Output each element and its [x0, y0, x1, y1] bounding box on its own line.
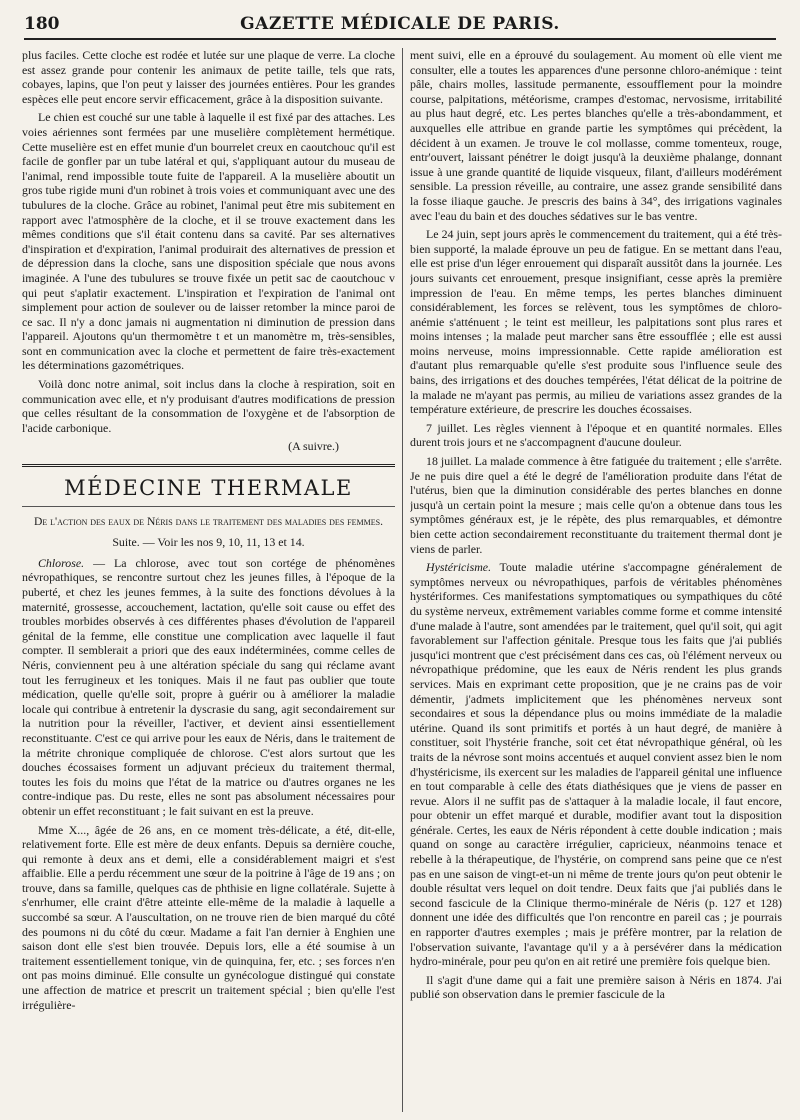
paragraph: Mme X..., âgée de 26 ans, en ce moment très-délicate, a été, dit-elle, relativement forte. Elle est mère de deux enfants. Depuis sa dernière couche, qui remonte à deux ans et demi, elle a considérablement maigri et s'est affaiblie. Elle a perdu récemment une sœur de la poitrine à l'âge de 19 ans ; on trouve, dans sa famille, quelques cas de phthisie en ligne collatérale. Sujette à s'enrhumer, elle craint d'être atteinte elle-même de la maladie à laquelle a succombé sa sœur. A l'auscultation, on ne trouve rien de bien marqué du côté des poumons ni du côté du cœur. Madame a fait l'an dernier à Enghien une saison dont elle s'est bien trouvée. Depuis lors, elle a été soumise à un traitement essentiellement tonique, vin de quinquina, fer, etc. ; ses forces n'en ont pas moins diminué. Elle consulte un gynécologue distingué qui constate une affection de matrice et prescrit un traitement spécial ; bien qu'elle l'est irrégulière-: [22, 822, 395, 1012]
paragraph: [22, 556, 395, 819]
paragraph: 7 juillet. Les règles viennent à l'époque et en quantité normales. Elles durent trois jours et ne s'accompagnent d'aucune douleur.: [410, 420, 782, 450]
page-header: [24, 8, 776, 40]
paragraph: Voilà donc notre animal, soit inclus dans la cloche à respiration, soit en communication avec elle, et n'y produisant d'autres modifications de pression que celles résultant de la consommation de l'oxygène et de l'absorption de l'acide carbonique.: [22, 377, 395, 435]
paragraph: Le 24 juin, sept jours après le commencement du traitement, qui a été très-bien supporté, la malade éprouve un peu de fatigue. En se mettant dans l'eau, elle est prise d'un léger enrouement qui disparaît aussitôt dans la journée. Les jours suivants cet enrouement, presque insignifiant, cesse après la première impression de l'eau. En même temps, les pertes blanches diminuent considérablement, les forces se relèvent, tous les symptômes de chloro-anémie s'atténuent ; le teint est meilleur, les palpitations sont plus rares et moins intenses ; la malade peut marcher sans être essoufflée ; elle est aussi moins nerveuse, moins impressionnable. Cette rapide amélioration est d'autant plus remarquable qu'elle s'est produite sous l'influence seule des bains, des irrigations et des douches tempérées, l'état délicat de la poitrine de la malade ne m'ayant pas permis, au milieu de variations assez grandes de la température extérieure, de prescrire les douches écossaises.: [410, 227, 782, 417]
paragraph: 18 juillet. La malade commence à être fatiguée du traitement ; elle s'arrête. Je ne puis dire quel a été le degré de l'amélioration produite dans l'état de l'utérus, bien que la diminution considérable des pertes blanches en donne jusqu'à un certain point la mesure ; mais celle qu'on a obtenue dans tous les symptômes généraux est, je le répète, des plus remarquables, et démontre bien cette action secondairement reconstituante du traitement thermal dont je viens de parler.: [410, 454, 782, 556]
paragraph-lead: Hystéricisme.: [426, 560, 492, 575]
paragraph-text: — La chlorose, avec tout son cortége de phénomènes névropathiques, se rencontre surtout chez les jeunes filles, à l'époque de la puberté, et chez les jeunes femmes, à la suite des fonctions dévolues à la maternité, grossesse, accouchement, lactation, qu'elle soit cause ou effet des troubles morbides observés à ces différentes phases d'évolution de l'appareil génital de la femme, elle constitue une complication avec laquelle il faut compter. Il semblerait a priori que des eaux indéterminées, comme celles de Néris, conviennent peu à une altération spéciale du sang qui réclame avant tout les ferrugineux et les toniques. Mais il ne faut pas oublier que toute médication, quelle qu'elle soit, propre à guérir ou à améliorer la maladie locale qui contribue à entretenir la dyscrasie du sang, agit secondairement sur la nutrition pour la réveiller, l'activer, et devient ainsi essentiellement reconstituante. C'est ce qui arrive pour les eaux de Néris, dans le traitement de la métrite chronique compliquée de chlorose. C'est alors surtout que les douches écossaises forment un adjuvant précieux du traitement thermal, toutes les fois du moins que l'état de la matrice ou d'autres organes ne les contre-indique pas. Du reste, elles ne sont pas absolument nécessaires pour obtenir un effet reconstituant ; le fait suivant en est la preuve.: [22, 555, 395, 818]
continuation-note: Suite. — Voir les nos 9, 10, 11, 13 et 14.: [112, 535, 305, 550]
to-be-continued-note: (A suivre.): [288, 439, 339, 454]
paragraph: [410, 560, 782, 969]
page-number: 180: [24, 14, 60, 34]
paragraph: Il s'agit d'une dame qui a fait une première saison à Néris en 1874. J'ai publié son observation dans le premier fascicule de la: [410, 972, 782, 1002]
journal-title: GAZETTE MÉDICALE DE PARIS.: [240, 14, 560, 34]
paragraph-text: Toute maladie utérine s'accompagne généralement de symptômes nerveux ou névropathiques, parfois de véritables phénomènes hystériformes. Ces manifestations symptomatiques ou sympathiques du côté du système nerveux, extrêmement variables comme forme et comme intensité d'une malade à l'autre, sont amendées par le traitement, quel qu'il soit, qui agit favorablement sur l'affection génitale. Presque tous les faits que j'ai publiés jusqu'ici montrent que c'est précisément dans ces cas, où l'élément nerveux ou névropathique prédomine, que les eaux de Néris rendent les plus grands services. Mais en exprimant cette proposition, que je ne crains pas de voir démentir, j'admets implicitement que les phénomènes nerveux sont secondaires et sous la dépendance plus ou moins immédiate de la maladie utérine. Quand ils sont primitifs et portés à un haut degré, de manière à constituer, soit l'hystérie franche, soit cet état névropathique général, où les traits de la névrose sont moins accentués et auquel convient assez bien le nom d'hystéricisme, ils exercent sur les maladies de l'appareil génital une influence en tout comparable à celle des états diathésiques que je viens de passer en revue. Alors il ne suffit pas de s'attaquer à la maladie locale, il faut encore, pour obtenir un effet marqué et durable, modifier avant tout la disposition générale. Certes, les eaux de Néris répondent à cette double indication ; mais quand on songe au caractère irrégulier, capricieux, néanmoins tenace et rebelle à la thérapeutique, de l'hystérie, on comprend sans peine que ce n'est pas en une saison de vingt-et-un ni même de trente jours qu'on peut obtenir le double résultat vers lequel on doit tendre. Deux faits que j'ai publiés dans le second fascicule de la Clinique thermo-minérale de Néris (p. 127 et 128) donnent une idée des difficultés que l'on rencontre en pareil cas ; je pourrais en rapporter d'autres exemples ; mais je préfère montrer, par la relation de l'observation suivante, l'avantage qu'il y a à persévérer dans la médication hydro-minérale, pour peu qu'on en ait retiré une première fois quelque bien.: [410, 560, 782, 969]
paragraph: Le chien est couché sur une table à laquelle il est fixé par des attaches. Les voies aériennes sont fermées par une muselière complètement hermétique. Cette muselière est en effet munie d'un bourrelet creux en caoutchouc qu'il est facile de gonfler par un tube latéral et qui, s'appliquant autour du museau de l'animal, rend impossible toute fuite de l'appareil. A la muselière aboutit un gros tube rigide muni d'un robinet à trois voies et communiquant avec une des tubulures de la cloche. Grâce au robinet, l'animal peut être mis subitement en rapport avec l'atmosphère de la cloche, et il se trouve exactement dans les mêmes conditions que s'il était contenu dans sa cavité. Par ses alternatives d'inspiration et d'expiration, l'animal produirait des alternatives de pression et de dépression dans la cloche, sans une disposition spéciale que nous avons imaginée. A l'une des tubulures se trouve fixée un petit sac de caoutchouc v qui peut s'aplatir exactement. L'inspiration et l'expiration de l'animal ont simplement pour action de soulever ou de laisser retomber la mince paroi de ce sac. Il n'y a donc jamais ni augmentation ni diminution de pression dans l'appareil. Ajoutons qu'un thermomètre t et un manomètre m, très-sensibles, sont en communication avec la cloche et permettent de faire très-exactement les déterminations gazométriques.: [22, 110, 395, 373]
left-column: [22, 48, 395, 1112]
paragraph: plus faciles. Cette cloche est rodée et lutée sur une plaque de verre. La cloche est assez grande pour contenir les animaux de petite taille, tels que rats, cobayes, lapins, que l'on peut y laisser des journées entières. Pour les grandes espèces elle peut encore servir efficacement, grâce à la disposition suivante.: [22, 48, 395, 106]
article-subtitle: De l'action des eaux de Néris dans le traitement des maladies des femmes.: [34, 514, 383, 528]
section-title: MÉDECINE THERMALE: [22, 481, 395, 507]
right-column: [410, 48, 782, 1112]
column-divider: [402, 48, 403, 1112]
paragraph-lead: Chlorose.: [38, 555, 85, 570]
article-section: [22, 464, 395, 550]
paragraph: ment suivi, elle en a éprouvé du soulagement. Au moment où elle vient me consulter, elle a toutes les apparences d'une personne chloro-anémique : teint pâle, chairs molles, lassitude permanente, essoufflement pour la moindre course, palpitations, météorisme, crampes d'estomac, nervosisme, irritabilité au plus haut degré, etc. Les pertes blanches qu'elle a très-abondamment, et auxquelles elle attribue en grande partie les symptômes qui précèdent, la décident à un examen. Je trouve le col mollasse, comme tomenteux, rouge, entr'ouvert, laissant pénétrer le doigt jusqu'à la deuxième phalange, donnant issue à une grande quantité de liquide visqueux, filant, d'ailleurs modérément sensible. La pression réveille, au contraire, une assez grande sensibilité dans la fosse iliaque gauche. Je prescris des bains à 34°, des irrigations vaginales avec l'eau du bain et des douches sédatives sur le bas ventre.: [410, 48, 782, 223]
